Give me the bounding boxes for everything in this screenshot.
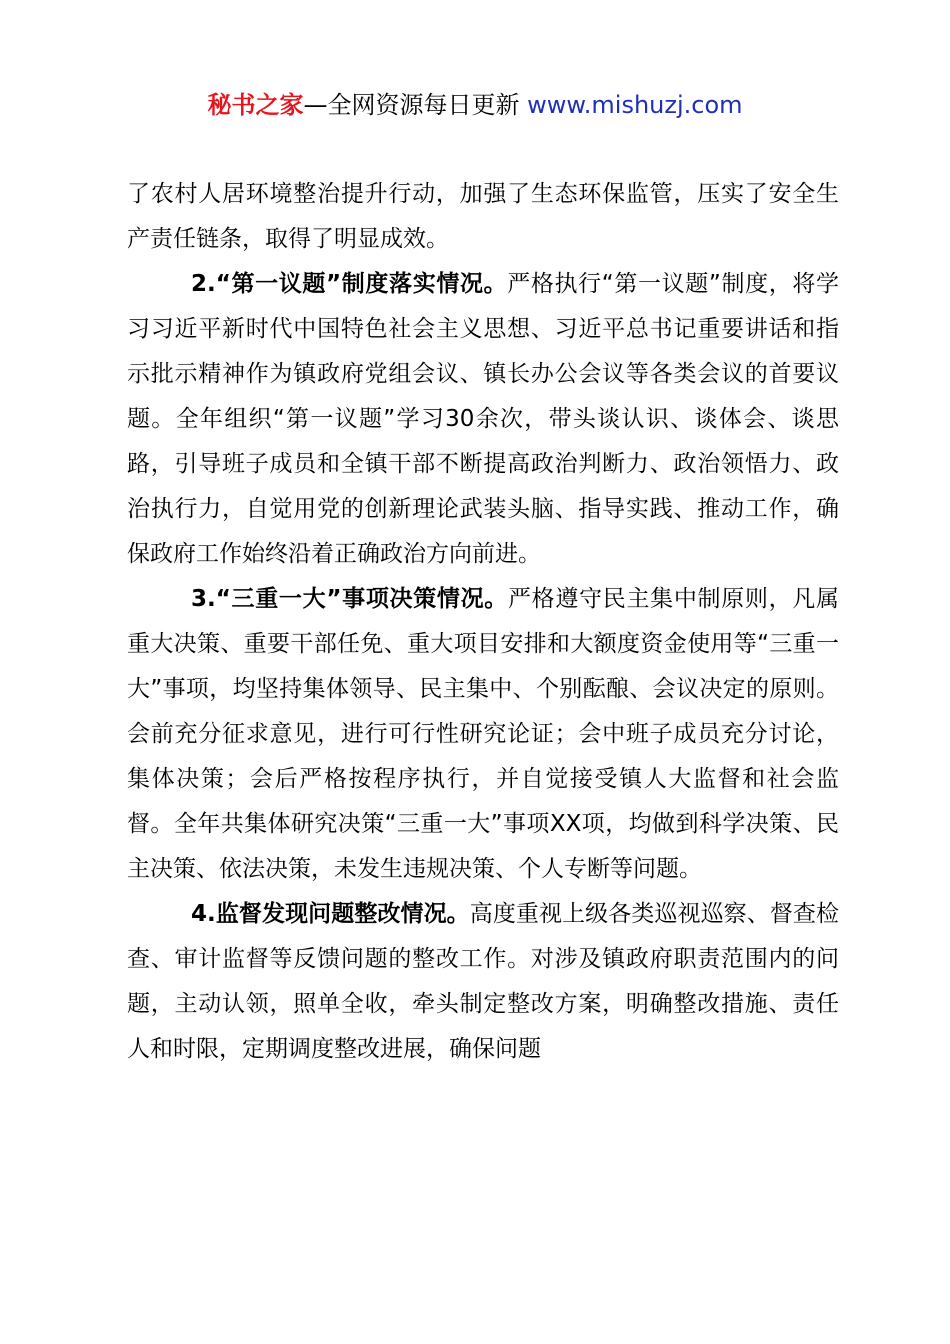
header-url[interactable]: www.mishuzj.com [527, 91, 743, 119]
paragraph-heading: 4.监督发现问题整改情况。 [191, 901, 470, 927]
header-slogan: —全网资源每日更新 [303, 91, 528, 119]
paragraph-rectification [127, 892, 839, 1072]
paragraph-first-topic [127, 262, 839, 577]
document-body [127, 172, 839, 1072]
paragraph-text: 严格遵守民主集中制原则，凡属重大决策、重要干部任免、重大项目安排和大额度资金使用等“三重一大”事项，均坚持集体领导、民主集中、个别酝酿、会议决定的原则。会前充分征求意见，进行可行性研究论证；会中班子成员充分讨论，集体决策；会后严格按程序执行，并自觉接受镇人大监督和社会监督。全年共集体研究决策“三重一大”事项XX项，均做到科学决策、民主决策、依法决策，未发生违规决策、个人专断等问题。 [127, 586, 839, 882]
paragraph-heading: 2.“第一议题”制度落实情况。 [191, 271, 508, 297]
paragraph-text: 严格执行“第一议题”制度，将学习习近平新时代中国特色社会主义思想、习近平总书记重要讲话和指示批示精神作为镇政府党组会议、镇长办公会议等各类会议的首要议题。全年组织“第一议题”学习30余次，带头谈认识、谈体会、谈思路，引导班子成员和全镇干部不断提高政治判断力、政治领悟力、政治执行力，自觉用党的创新理论武装头脑、指导实践、推动工作，确保政府工作始终沿着正确政治方向前进。 [127, 271, 839, 567]
brand-name: 秘书之家 [207, 91, 304, 119]
paragraph-continuation [127, 172, 839, 262]
paragraph-text: 高度重视上级各类巡视巡察、督查检查、审计监督等反馈问题的整改工作。对涉及镇政府职责范围内的问题，主动认领，照单全收，牵头制定整改方案，明确整改措施、责任人和时限，定期调度整改进展，确保问题 [127, 901, 840, 1062]
paragraph-text: 了农村人居环境整治提升行动，加强了生态环保监管，压实了安全生产责任链条，取得了明显成效。 [127, 181, 839, 252]
page-header [0, 88, 950, 122]
paragraph-major-decisions [127, 577, 839, 892]
paragraph-heading: 3.“三重一大”事项决策情况。 [191, 586, 508, 612]
